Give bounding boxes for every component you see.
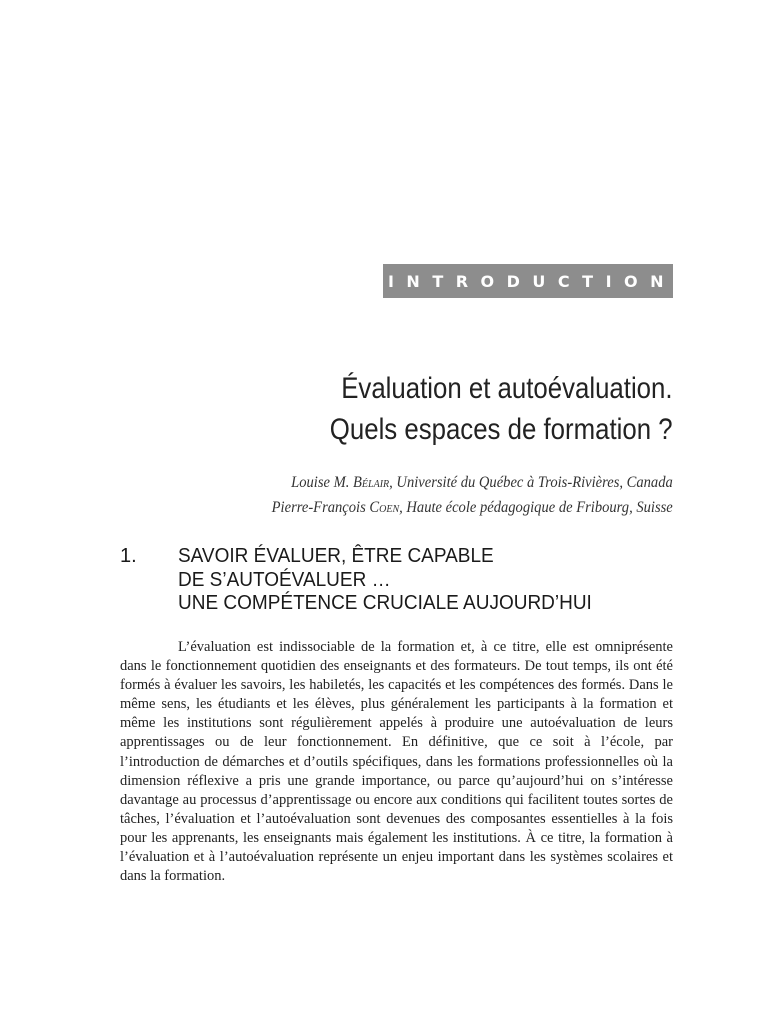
author-line — [272, 495, 673, 520]
author-affiliation: , Haute école pédagogique de Fribourg, Suisse — [399, 499, 673, 516]
author-last-name: Bélair — [353, 474, 390, 491]
chapter-banner — [383, 264, 677, 298]
section-heading-line: DE S’AUTOÉVALUER … — [178, 568, 391, 591]
author-affiliation: , Université du Québec à Trois-Rivières, Canada — [389, 474, 673, 491]
chapter-title-line-2: Quels espaces de formation ? — [330, 413, 673, 446]
section-heading — [120, 545, 614, 616]
section-heading-text — [178, 545, 614, 616]
chapter-banner-label: INTRODUCTION — [387, 271, 677, 291]
section-heading-line: SAVOIR ÉVALUER, ÊTRE CAPABLE — [178, 545, 494, 567]
author-first-name: Louise M. — [291, 474, 354, 491]
author-line — [272, 470, 673, 495]
authors-block — [272, 470, 673, 520]
section-heading-line: UNE COMPÉTENCE CRUCIALE AUJOURD’HUI — [178, 592, 592, 614]
author-last-name: Coen — [369, 499, 400, 516]
section-number: 1. — [120, 545, 137, 567]
body-paragraph: L’évaluation est indissociable de la formation et, à ce titre, elle est omniprésente dans le fonctionnement quotidien des enseignants et des formateurs. De tout temps, ils ont été formés à évaluer les savoirs, les habiletés, les capacités et les compétences des formés. Dans le même sens, les étudiants et les élèves, plus généralement les participants à la formation et même les institutions sont régulièrement appelés à produire une autoévaluation de leurs apprentissages ou de leur fonctionnement. En définitive, que ce soit à l’école, par l’introduction de démarches et d’outils spécifiques, dans les formations professionnelles où la dimension réflexive a pris une grande importance, ou parce qu’aujourd’hui on s’intéresse davantage au processus d’apprentissage ou encore aux conditions qui facilitent toutes sortes de tâches, l’évaluation et l’autoévaluation sont devenues des composantes essentielles à la fois pour les apprenants, les enseignants mais également les institutions. À ce titre, la formation à l’évaluation et à l’autoévaluation représente un enjeu important dans les systèmes scolaires et dans la formation. — [120, 639, 673, 885]
author-first-name: Pierre-François — [271, 499, 370, 516]
chapter-title-line-1: Évaluation et autoévaluation. — [341, 372, 673, 405]
chapter-title — [330, 368, 673, 450]
